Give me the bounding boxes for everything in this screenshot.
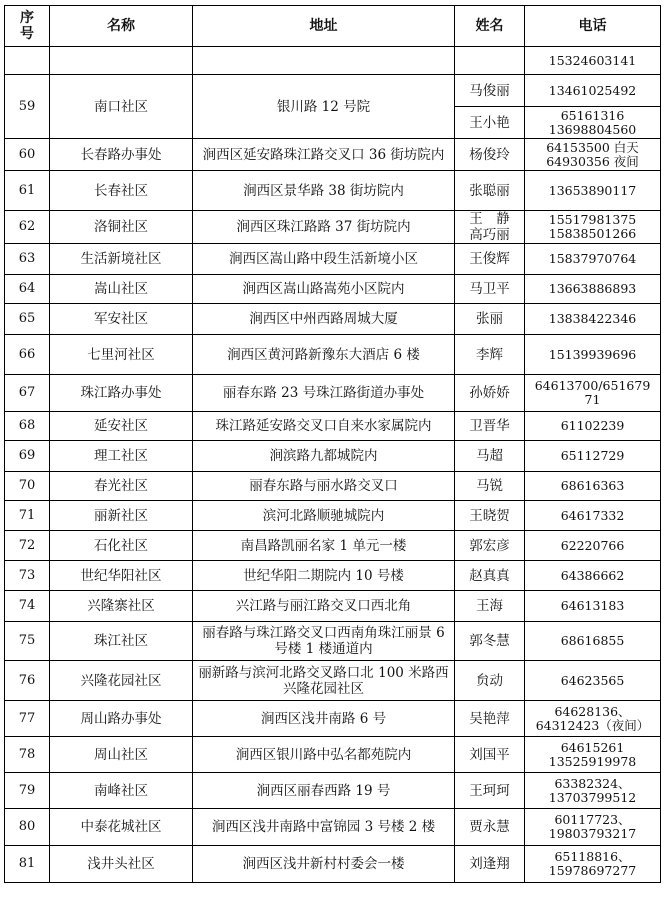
row-person: 卫晋华	[455, 412, 525, 441]
row-address	[193, 47, 455, 75]
row-address: 涧西区珠江路路 37 街坊院内	[193, 211, 455, 244]
row-phone: 64615261 13525919978	[525, 737, 661, 773]
row-person: 王珂珂	[455, 773, 525, 809]
row-person: 张丽	[455, 304, 525, 335]
table-row	[5, 412, 661, 441]
row-phone: 60117723、 19803793217	[525, 809, 661, 846]
row-phone: 64623565	[525, 661, 661, 701]
table-row	[5, 472, 661, 501]
row-person: 王晓贺	[455, 501, 525, 531]
row-phone: 63382324、 13703799512	[525, 773, 661, 809]
row-name: 南口社区	[50, 75, 193, 139]
row-phone: 64153500 白天 64930356 夜间	[525, 139, 661, 171]
table-row	[5, 75, 661, 107]
row-person: 马超	[455, 441, 525, 472]
table-row	[5, 773, 661, 809]
row-seq: 60	[5, 139, 50, 171]
row-seq: 65	[5, 304, 50, 335]
row-phone: 13653890117	[525, 171, 661, 211]
row-person: 贾永慧	[455, 809, 525, 846]
row-person: 王 静 高巧丽	[455, 211, 525, 244]
table-row	[5, 661, 661, 701]
row-name: 理工社区	[50, 441, 193, 472]
row-name: 世纪华阳社区	[50, 561, 193, 591]
row-seq: 67	[5, 375, 50, 412]
row-phone: 13461025492	[525, 75, 661, 107]
row-address: 涧西区中州西路周城大厦	[193, 304, 455, 335]
row-person: 郭冬慧	[455, 622, 525, 661]
table-row	[5, 47, 661, 75]
row-seq: 62	[5, 211, 50, 244]
row-person: 王俊辉	[455, 244, 525, 275]
row-address: 涧西区延安路珠江路交叉口 36 街坊院内	[193, 139, 455, 171]
row-person: 李辉	[455, 335, 525, 375]
table-row	[5, 275, 661, 304]
header-seq: 序号	[5, 6, 50, 47]
row-address: 丽春东路 23 号珠江路街道办事处	[193, 375, 455, 412]
row-name: 浅井头社区	[50, 846, 193, 883]
row-name: 兴隆花园社区	[50, 661, 193, 701]
row-address: 涧西区景华路 38 街坊院内	[193, 171, 455, 211]
table-row	[5, 561, 661, 591]
table-row	[5, 211, 661, 244]
row-address: 兴江路与丽江路交叉口西北角	[193, 591, 455, 622]
row-seq: 78	[5, 737, 50, 773]
table-row	[5, 375, 661, 412]
row-seq: 59	[5, 75, 50, 139]
header-row	[5, 6, 661, 47]
row-phone: 13663886893	[525, 275, 661, 304]
row-person: 刘逢翔	[455, 846, 525, 883]
table-row	[5, 335, 661, 375]
row-seq: 80	[5, 809, 50, 846]
row-person: 马俊丽	[455, 75, 525, 107]
header-person: 姓名	[455, 6, 525, 47]
table-row	[5, 737, 661, 773]
row-person: 张聪丽	[455, 171, 525, 211]
row-phone: 68616363	[525, 472, 661, 501]
row-seq: 79	[5, 773, 50, 809]
row-seq	[5, 47, 50, 75]
table-row	[5, 622, 661, 661]
row-seq: 66	[5, 335, 50, 375]
row-phone: 61102239	[525, 412, 661, 441]
row-person	[455, 47, 525, 75]
row-seq: 77	[5, 701, 50, 737]
row-phone: 64628136、 64312423（夜间）	[525, 701, 661, 737]
row-seq: 72	[5, 531, 50, 561]
row-address: 涧西区浅井南路 6 号	[193, 701, 455, 737]
table-row	[5, 171, 661, 211]
row-name: 珠江社区	[50, 622, 193, 661]
row-phone: 62220766	[525, 531, 661, 561]
table-row	[5, 304, 661, 335]
row-phone: 65118816、 15978697277	[525, 846, 661, 883]
table-row	[5, 591, 661, 622]
row-seq: 75	[5, 622, 50, 661]
header-address: 地址	[193, 6, 455, 47]
row-phone: 64386662	[525, 561, 661, 591]
row-address: 涧西区银川路中弘名都苑院内	[193, 737, 455, 773]
contact-table	[4, 5, 661, 883]
row-name: 延安社区	[50, 412, 193, 441]
row-person: 王海	[455, 591, 525, 622]
row-phone: 65112729	[525, 441, 661, 472]
row-name: 长春社区	[50, 171, 193, 211]
row-address: 丽新路与滨河北路交叉路口北 100 米路西兴隆花园社区	[193, 661, 455, 701]
row-seq: 61	[5, 171, 50, 211]
row-seq: 76	[5, 661, 50, 701]
row-person: 吴艳萍	[455, 701, 525, 737]
table-row	[5, 531, 661, 561]
row-person: 杨俊玲	[455, 139, 525, 171]
row-seq: 71	[5, 501, 50, 531]
row-phone: 13838422346	[525, 304, 661, 335]
row-address: 丽春东路与丽水路交叉口	[193, 472, 455, 501]
row-person: 贠动	[455, 661, 525, 701]
row-seq: 73	[5, 561, 50, 591]
header-phone: 电话	[525, 6, 661, 47]
row-person: 王小艳	[455, 107, 525, 139]
row-phone: 15324603141	[525, 47, 661, 75]
row-phone: 15139939696	[525, 335, 661, 375]
row-phone: 64617332	[525, 501, 661, 531]
row-name: 南峰社区	[50, 773, 193, 809]
row-seq: 63	[5, 244, 50, 275]
table-row	[5, 846, 661, 883]
row-address: 滨河北路顺驰城院内	[193, 501, 455, 531]
row-address: 涧西区丽春西路 19 号	[193, 773, 455, 809]
row-seq: 69	[5, 441, 50, 472]
header-name: 名称	[50, 6, 193, 47]
row-phone: 15517981375 15838501266	[525, 211, 661, 244]
row-address: 涧西区嵩山路中段生活新境小区	[193, 244, 455, 275]
row-phone: 15837970764	[525, 244, 661, 275]
row-seq: 70	[5, 472, 50, 501]
table-row	[5, 244, 661, 275]
row-address: 南昌路凯丽名家 1 单元一楼	[193, 531, 455, 561]
row-phone: 68616855	[525, 622, 661, 661]
row-person: 赵真真	[455, 561, 525, 591]
row-name: 周山路办事处	[50, 701, 193, 737]
row-name: 生活新境社区	[50, 244, 193, 275]
row-address: 丽春路与珠江路交叉口西南角珠江丽景 6 号楼 1 楼通道内	[193, 622, 455, 661]
table-row	[5, 501, 661, 531]
row-address: 世纪华阳二期院内 10 号楼	[193, 561, 455, 591]
row-name: 嵩山社区	[50, 275, 193, 304]
row-name: 军安社区	[50, 304, 193, 335]
row-address: 涧西区浅井南路中富锦园 3 号楼 2 楼	[193, 809, 455, 846]
row-address: 涧西区黄河路新豫东大酒店 6 楼	[193, 335, 455, 375]
row-seq: 64	[5, 275, 50, 304]
table-row	[5, 139, 661, 171]
table-row	[5, 701, 661, 737]
row-name	[50, 47, 193, 75]
row-name: 珠江路办事处	[50, 375, 193, 412]
row-name: 七里河社区	[50, 335, 193, 375]
row-seq: 81	[5, 846, 50, 883]
row-person: 刘国平	[455, 737, 525, 773]
row-address: 涧西区浅井新村村委会一楼	[193, 846, 455, 883]
row-name: 长春路办事处	[50, 139, 193, 171]
row-address: 珠江路延安路交叉口自来水家属院内	[193, 412, 455, 441]
row-phone: 64613700/651679 71	[525, 375, 661, 412]
row-person: 马锐	[455, 472, 525, 501]
row-name: 春光社区	[50, 472, 193, 501]
row-name: 丽新社区	[50, 501, 193, 531]
table-row	[5, 809, 661, 846]
row-phone: 65161316 13698804560	[525, 107, 661, 139]
row-name: 兴隆寨社区	[50, 591, 193, 622]
row-address: 银川路 12 号院	[193, 75, 455, 139]
row-phone: 64613183	[525, 591, 661, 622]
row-seq: 74	[5, 591, 50, 622]
row-name: 周山社区	[50, 737, 193, 773]
row-person: 郭宏彦	[455, 531, 525, 561]
row-address: 涧西区嵩山路嵩苑小区院内	[193, 275, 455, 304]
row-person: 孙娇娇	[455, 375, 525, 412]
row-seq: 68	[5, 412, 50, 441]
row-name: 石化社区	[50, 531, 193, 561]
row-name: 中泰花城社区	[50, 809, 193, 846]
row-person: 马卫平	[455, 275, 525, 304]
row-name: 洛铜社区	[50, 211, 193, 244]
row-address: 涧滨路九都城院内	[193, 441, 455, 472]
table-row	[5, 441, 661, 472]
